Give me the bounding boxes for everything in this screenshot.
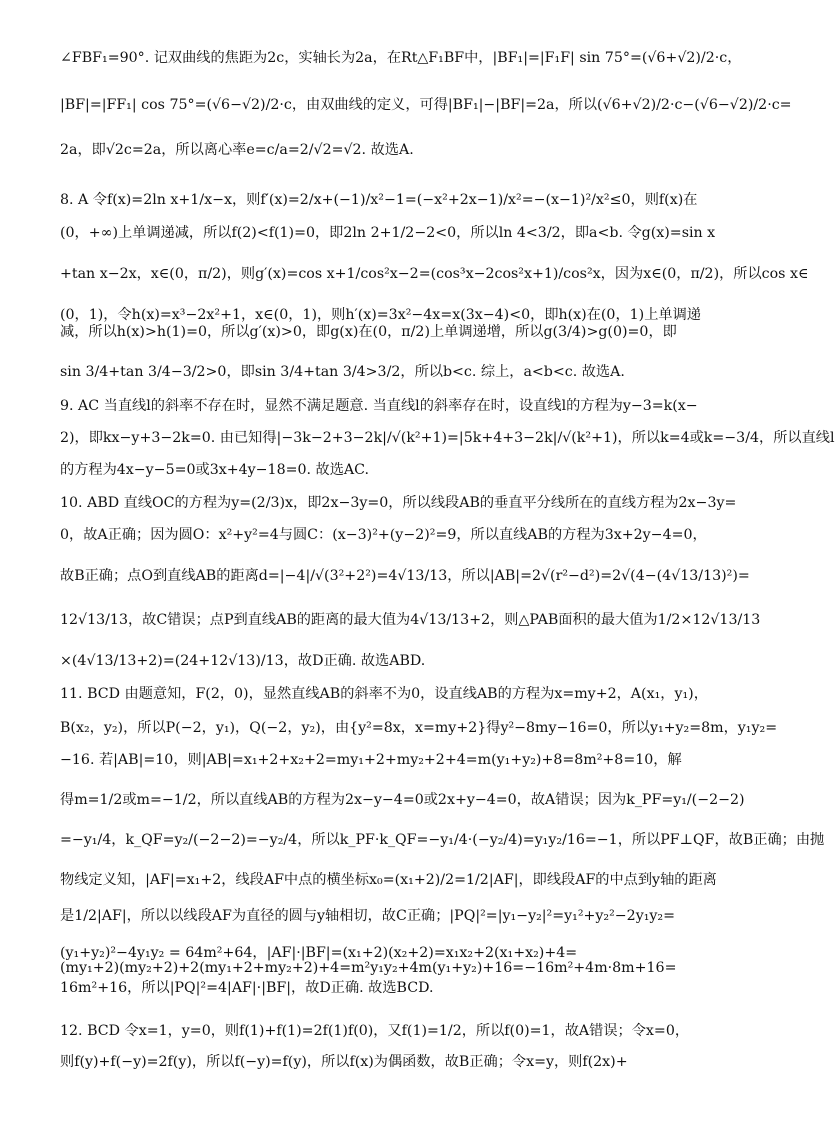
text-line: 的方程为4x−y−5=0或3x+4y−18=0. 故选AC. — [60, 462, 370, 478]
solution-9-line: 9. AC 当直线l的斜率不存在时，显然不满足题意. 当直线l的斜率存在时，设直线l的方程为y−3=k(x− — [60, 398, 698, 414]
text-line: sin 3/4+tan 3/4−3/2>0，即sin 3/4+tan 3/4>3/2，所以b<c. 综上，a<b<c. 故选A. — [60, 364, 625, 380]
text-line: 则f(y)+f(−y)=2f(y)，所以f(−y)=f(y)，所以f(x)为偶函数，故B正确；令x=y，则f(2x)+ — [60, 1054, 628, 1070]
text-line: 2)，即kx−y+3−2k=0. 由已知得|−3k−2+3−2k|/√(k²+1)=|5k+4+3−2k|/√(k²+1)，所以k=4或k=−3/4，所以直线l — [60, 430, 835, 446]
solution-8-line: 8. A 令f(x)=2ln x+1/x−x，则f′(x)=2/x+(−1)/x²−1=(−x²+2x−1)/x²=−(x−1)²/x²≤0，则f(x)在 — [60, 192, 698, 208]
solution-10-line: 10. ABD 直线OC的方程为y=(2/3)x，即2x−3y=0，所以线段AB的垂直平分线所在的直线方程为2x−3y= — [60, 495, 737, 511]
text-line: 物线定义知，|AF|=x₁+2，线段AF中点的横坐标x₀=(x₁+2)/2=1/2|AF|，即线段AF的中点到y轴的距离 — [60, 872, 717, 888]
solution-11-line: 11. BCD 由题意知，F(2，0)，显然直线AB的斜率不为0，设直线AB的方程为x=my+2，A(x₁，y₁)， — [60, 686, 708, 702]
text-line: (my₁+2)(my₂+2)+2(my₁+2+my₂+2)+4=m²y₁y₂+4m(y₁+y₂)+16=−16m²+4m·8m+16= — [60, 960, 677, 976]
text-line: −16. 若|AB|=10，则|AB|=x₁+2+x₂+2=my₁+2+my₂+2+4=m(y₁+y₂)+8=8m²+8=10，解 — [60, 752, 682, 768]
text-line: (0，1)，令h(x)=x³−2x²+1，x∈(0，1)，则h′(x)=3x²−4x=x(3x−4)<0，即h(x)在(0，1)上单调递 — [60, 307, 701, 323]
text-line: |BF|=|FF₁| cos 75°=(√6−√2)/2·c，由双曲线的定义，可得|BF₁|−|BF|=2a，所以(√6+√2)/2·c−(√6−√2)/2·c= — [60, 97, 792, 113]
text-line: 减，所以h(x)>h(1)=0，所以g′(x)>0，即g(x)在(0，π/2)上单调递增，所以g(3/4)>g(0)=0，即 — [60, 324, 677, 340]
text-line: ×(4√13/13+2)=(24+12√13)/13，故D正确. 故选ABD. — [60, 653, 426, 669]
text-line: 16m²+16，所以|PQ|²=4|AF|·|BF|，故D正确. 故选BCD. — [60, 980, 434, 996]
text-line: 0，故A正确；因为圆O：x²+y²=4与圆C：(x−3)²+(y−2)²=9，所以直线AB的方程为3x+2y−4=0， — [60, 527, 707, 543]
text-line: =−y₁/4，k_QF=y₂/(−2−2)=−y₂/4，所以k_PF·k_QF=−y₁/4·(−y₂/4)=y₁y₂/16=−1，所以PF⊥QF，故B正确；由抛 — [60, 832, 825, 848]
text-line: B(x₂，y₂)，所以P(−2，y₁)，Q(−2，y₂)，由{y²=8x，x=my+2}得y²−8my−16=0，所以y₁+y₂=8m，y₁y₂= — [60, 720, 778, 736]
text-line: (0，+∞)上单调递减，所以f(2)<f(1)=0，即2ln 2+1/2−2<0，所以ln 4<3/2，即a<b. 令g(x)=sin x — [60, 225, 716, 241]
solution-12-line: 12. BCD 令x=1，y=0，则f(1)+f(1)=2f(1)f(0)，又f(1)=1/2，所以f(0)=1，故A错误；令x=0， — [60, 1023, 690, 1039]
text-line: 2a，即√2c=2a，所以离心率e=c/a=2/√2=√2. 故选A. — [60, 142, 414, 158]
text-line: 是1/2|AF|，所以以线段AF为直径的圆与y轴相切，故C正确；|PQ|²=|y₁−y₂|²=y₁²+y₂²−2y₁y₂= — [60, 908, 675, 924]
text-line: 12√13/13，故C错误；点P到直线AB的距离的最大值为4√13/13+2，则△PAB面积的最大值为1/2×12√13/13 — [60, 612, 761, 628]
text-line: (y₁+y₂)²−4y₁y₂ = 64m²+64，|AF|·|BF|=(x₁+2)(x₂+2)=x₁x₂+2(x₁+x₂)+4= — [60, 945, 578, 961]
text-line: 得m=1/2或m=−1/2，所以直线AB的方程为2x−y−4=0或2x+y−4=0，故A错误；因为k_PF=y₁/(−2−2) — [60, 792, 745, 808]
text-line: ∠FBF₁=90°. 记双曲线的焦距为2c，实轴长为2a，在Rt△F₁BF中，|BF₁|=|F₁F| sin 75°=(√6+√2)/2·c， — [60, 50, 742, 66]
text-line: 故B正确；点O到直线AB的距离d=|−4|/√(3²+2²)=4√13/13，所以|AB|=2√(r²−d²)=2√(4−(4√13/13)²)= — [60, 568, 750, 584]
text-line: +tan x−2x，x∈(0，π/2)，则g′(x)=cos x+1/cos²x−2=(cos³x−2cos²x+1)/cos²x，因为x∈(0，π/2)，所以cos x∈ — [60, 266, 809, 282]
